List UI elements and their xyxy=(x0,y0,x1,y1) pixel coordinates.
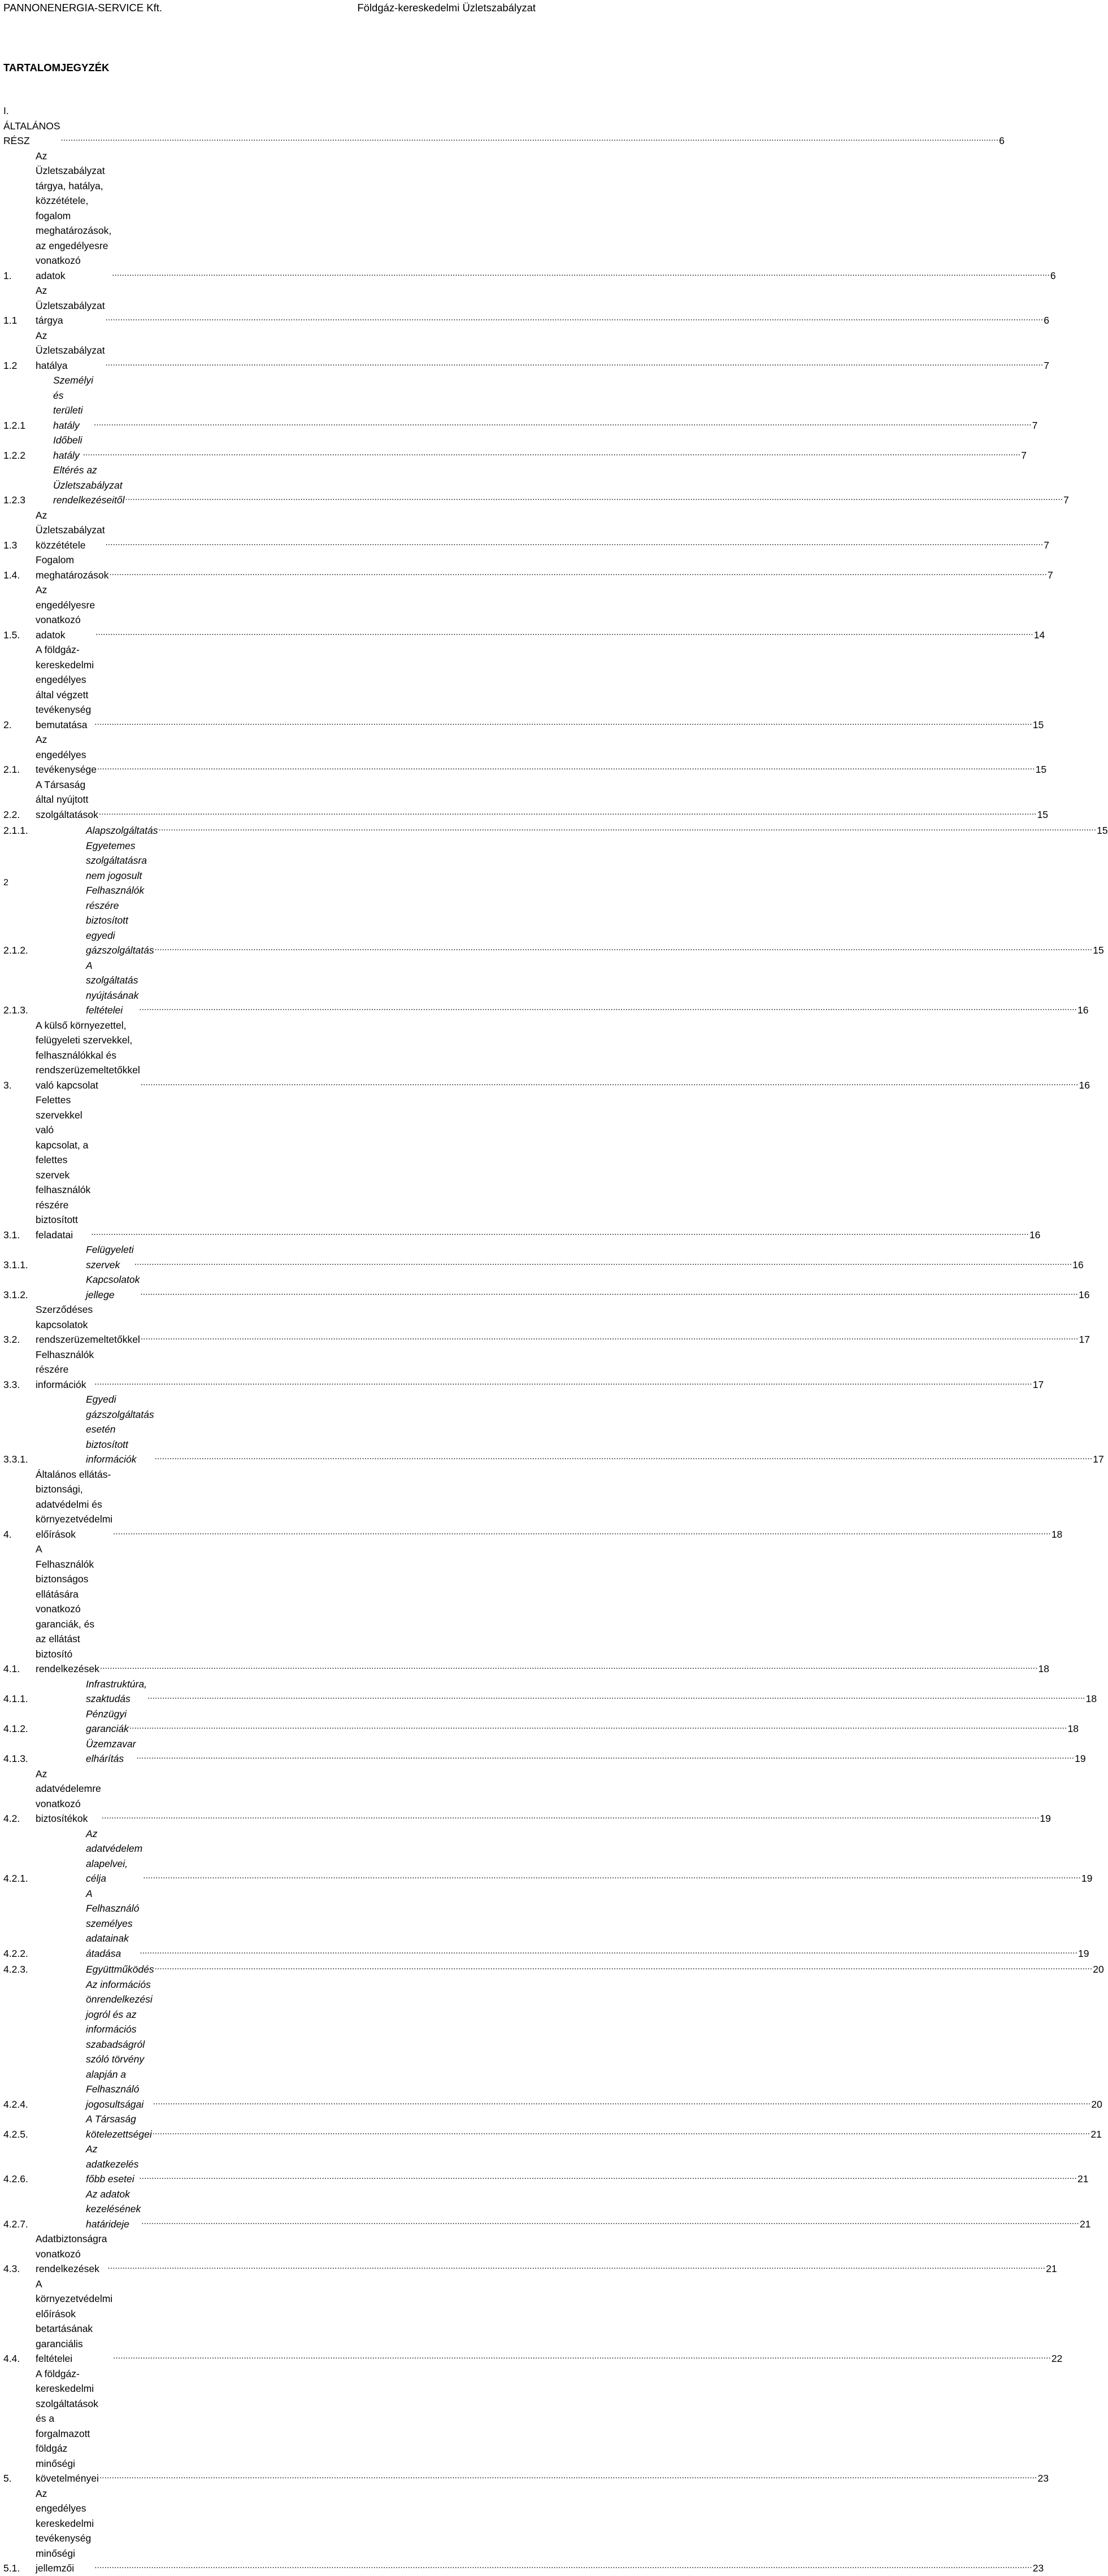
toc-entry-page: 17 xyxy=(1079,1334,1090,1345)
toc-entry-label: Eltérés az Üzletszabályzat rendelkezéseitől xyxy=(53,464,125,506)
toc-entry-number: 2.1.1. xyxy=(3,825,28,836)
toc-entry[interactable] xyxy=(3,2231,1057,2277)
dot-leader xyxy=(61,130,999,146)
toc-entry-page: 7 xyxy=(1063,494,1069,506)
toc-entry-label: Az információs önrendelkezési jogról és az információs szabadságról szóló törvény alapján a Felhasználó jogosultságai xyxy=(86,1978,153,2110)
toc-entry[interactable] xyxy=(3,958,1089,1018)
toc-entry-label: Az Üzletszabályzat közzététele xyxy=(36,509,105,551)
toc-entry-label: A Felhasználó személyes adatainak átadása xyxy=(86,1887,140,1959)
dot-leader xyxy=(102,1808,1040,1824)
toc-entry-label: Felhasználók részére információk xyxy=(36,1348,94,1390)
toc-entry-page: 15 xyxy=(1097,825,1108,836)
dot-leader xyxy=(95,624,1033,641)
toc-entry[interactable] xyxy=(3,1826,1093,1886)
toc-entry-number: 4.1.2. xyxy=(3,1723,28,1734)
toc-entry-page: 16 xyxy=(1029,1229,1041,1241)
dot-leader xyxy=(109,564,1047,581)
toc-entry-label: Együttműködés xyxy=(86,1964,154,1975)
toc-entry-number: 1.2.3 xyxy=(3,494,25,506)
toc-entry-label: Az adatok kezelésének határideje xyxy=(86,2188,141,2230)
dot-leader xyxy=(106,534,1044,551)
toc-entry[interactable] xyxy=(3,373,1038,433)
toc-entry-page: 20 xyxy=(1093,1964,1104,1975)
toc-entry-page: 17 xyxy=(1093,1454,1104,1465)
toc-entry-page: 7 xyxy=(1044,539,1049,551)
toc-entry[interactable] xyxy=(3,838,1104,958)
toc-entry-page: 21 xyxy=(1090,2128,1102,2140)
document-title: Földgáz-kereskedelmi Üzletszabályzat xyxy=(357,2,536,14)
toc-entry-number: 4.2.1. xyxy=(3,1873,28,1884)
toc-entry[interactable] xyxy=(3,283,1049,328)
toc-entry-page: 14 xyxy=(1033,629,1045,641)
toc-entry[interactable] xyxy=(3,508,1049,553)
dot-leader xyxy=(94,1374,1032,1390)
toc-entry[interactable] xyxy=(3,433,1027,463)
toc-entry-page: 7 xyxy=(1021,449,1027,461)
toc-entry-number: 1.2 xyxy=(3,359,18,371)
toc-entry-label: Az engedélyes tevékenysége xyxy=(36,734,97,775)
toc-entry-number: 4.2. xyxy=(3,1813,20,1824)
toc-entry-label: A környezetvédelmi előírások betartásának garanciális feltételei xyxy=(36,2278,113,2364)
dot-leader xyxy=(158,820,1096,836)
toc-entry-page: 6 xyxy=(999,135,1005,146)
toc-entry-page: 6 xyxy=(1050,269,1056,281)
toc-entry-page: 19 xyxy=(1040,1813,1051,1824)
toc-entry-number: 1.2.1 xyxy=(3,419,25,431)
toc-entry-page: 7 xyxy=(1032,419,1038,431)
toc-entry-page: 20 xyxy=(1091,2098,1102,2110)
toc-entry[interactable] xyxy=(3,103,1005,149)
dot-leader xyxy=(113,1524,1051,1540)
toc-entry[interactable] xyxy=(3,2486,1044,2576)
toc-entry-number: 3.1.1. xyxy=(3,1259,28,1270)
toc-entry-number: 5.1. xyxy=(3,2562,20,2574)
toc-entry-label: I. ÁLTALÁNOS RÉSZ xyxy=(3,105,60,146)
dot-leader xyxy=(94,2557,1032,2574)
toc-entry[interactable] xyxy=(3,1886,1089,1961)
toc-entry-label: Infrastruktúra, szaktudás xyxy=(86,1678,147,1704)
toc-entry-number: 4.4. xyxy=(3,2353,20,2364)
dot-leader xyxy=(107,2258,1045,2274)
dot-leader xyxy=(141,1074,1079,1091)
toc-entry[interactable] xyxy=(3,1977,1102,2112)
toc-entry[interactable] xyxy=(3,2112,1102,2142)
toc-entry-number: 3.1. xyxy=(3,1229,20,1241)
toc-entry-label: Kapcsolatok jellege xyxy=(86,1274,140,1300)
dot-leader xyxy=(106,355,1044,371)
toc-entry-label: Szerződéses kapcsolatok rendszerüzemeltetőkkel xyxy=(36,1304,140,1345)
dot-leader xyxy=(106,310,1044,326)
toc-entry-label: Az engedélyes kereskedelmi tevékenység minőségi jellemzői xyxy=(36,2487,94,2574)
toc-entry-label: A Társaság kötelezettségei xyxy=(86,2113,152,2140)
company-name: PANNONENERGIA-SERVICE Kft. xyxy=(3,2,162,14)
toc-entry[interactable] xyxy=(3,2142,1089,2187)
toc-entry-page: 7 xyxy=(1044,359,1049,371)
toc-entry[interactable] xyxy=(3,1961,1104,1977)
toc-entry[interactable] xyxy=(3,1093,1041,1242)
toc-entry-page: 21 xyxy=(1079,2218,1091,2230)
toc-entry-number: 4.2.5. xyxy=(3,2128,28,2140)
toc-entry[interactable] xyxy=(3,1467,1063,1542)
toc-entry-label: A külső környezettel, felügyeleti szervekkel, felhasználókkal és rendszerüzemeltetőkkel való kapcsolat xyxy=(36,1019,140,1091)
toc-entry-number: 3.3.1. xyxy=(3,1454,28,1465)
toc-entry-page: 16 xyxy=(1077,1004,1089,1016)
toc-entry-page: 22 xyxy=(1051,2353,1063,2364)
toc-entry-page: 6 xyxy=(1044,315,1049,326)
toc-entry[interactable] xyxy=(3,1542,1049,1677)
toc-entry-number: 1.4. xyxy=(3,569,20,581)
toc-entry-number: 1.1 xyxy=(3,315,18,326)
toc-entry-number: 4.3. xyxy=(3,2263,20,2274)
toc-entry-label: A Felhasználók biztonságos ellátására vonatkozó garanciák, és az ellátást biztosító rendelkezések xyxy=(36,1543,99,1674)
toc-entry-page: 19 xyxy=(1078,1947,1089,1959)
toc-entry[interactable] xyxy=(3,732,1047,777)
toc-entry-page: 23 xyxy=(1032,2562,1044,2574)
toc-entry[interactable] xyxy=(3,1392,1104,1467)
dot-leader xyxy=(137,1748,1075,1764)
toc-entry-number: 4.1.1. xyxy=(3,1693,28,1704)
toc-entry-page: 21 xyxy=(1077,2173,1089,2185)
toc-entry-label: Az adatkezelés főbb esetei xyxy=(86,2143,139,2185)
toc-entry-label: Az adatvédelem alapelvei, célja xyxy=(86,1827,143,1884)
dot-leader xyxy=(134,1254,1072,1270)
toc-entry-page: 15 xyxy=(1032,719,1044,730)
toc-entry-number: 4.2.7. xyxy=(3,2218,28,2230)
toc-entry[interactable] xyxy=(3,328,1049,373)
toc-entry-page: 16 xyxy=(1079,1289,1090,1300)
toc-entry-page: 18 xyxy=(1051,1528,1063,1540)
toc-entry-page: 17 xyxy=(1032,1378,1044,1390)
toc-entry-page: 15 xyxy=(1035,764,1047,775)
toc-entry-number: 3. xyxy=(3,1079,12,1091)
toc-entry-page: 15 xyxy=(1093,945,1104,956)
toc-entry[interactable] xyxy=(3,822,1108,838)
dot-leader xyxy=(140,1284,1078,1300)
toc-entry-number: 4. xyxy=(3,1528,12,1540)
toc-title: TARTALOMJEGYZÉK xyxy=(3,62,110,73)
toc-entry-label: Üzemzavar elhárítás xyxy=(86,1738,136,1764)
toc-entry-label: Az Üzletszabályzat tárgya, hatálya, közzététele, fogalom meghatározások, az engedélyesre vonatkozó adatok xyxy=(36,150,112,281)
dot-leader xyxy=(155,939,1093,956)
toc-entry-page: 7 xyxy=(1048,569,1053,581)
toc-entry[interactable] xyxy=(3,582,1045,642)
toc-entry-number: 4.2.3. xyxy=(3,1964,28,1975)
dot-leader xyxy=(99,804,1037,820)
dot-leader xyxy=(94,714,1032,730)
toc-entry-label: A földgáz-kereskedelmi engedélyes által végzett tevékenység bemutatása xyxy=(36,644,94,730)
toc-entry-number: 3.2. xyxy=(3,1334,20,1345)
toc-entry-number: 4.1. xyxy=(3,1663,20,1674)
toc-entry[interactable] xyxy=(3,1272,1090,1302)
toc-entry-label: Adatbiztonságra vonatkozó rendelkezések xyxy=(36,2233,107,2274)
toc-entry-number: 3.1.2. xyxy=(3,1289,28,1300)
dot-leader xyxy=(143,1868,1081,1884)
toc-entry-page: 19 xyxy=(1075,1753,1086,1764)
toc-entry-label: Fogalom meghatározások xyxy=(36,554,109,581)
dot-leader xyxy=(94,415,1032,431)
toc-entry-label: A szolgáltatás nyújtásának feltételei xyxy=(86,959,139,1016)
toc-entry-label: Egyetemes szolgáltatásra nem jogosult Felhasználók részére biztosított egyedi gázszolgáltatás xyxy=(86,839,154,956)
toc-entry-number: 2.1. xyxy=(3,764,20,775)
dot-leader xyxy=(141,2213,1079,2230)
toc-entry-number: 4.1.3. xyxy=(3,1753,28,1764)
page-header xyxy=(3,1,536,15)
toc-entry-page: 16 xyxy=(1079,1079,1090,1091)
toc-entry-page: 15 xyxy=(1037,808,1049,820)
toc-entry-label: Az Üzletszabályzat hatálya xyxy=(36,329,105,371)
dot-leader xyxy=(155,1448,1093,1465)
dot-leader xyxy=(140,1943,1077,1959)
toc-entry-label: A Társaság által nyújtott szolgáltatások xyxy=(36,778,98,820)
dot-leader xyxy=(83,445,1021,461)
toc-entry[interactable] xyxy=(3,1737,1086,1766)
toc-entry-label: Pénzügyi garanciák xyxy=(86,1708,129,1734)
toc-entry[interactable] xyxy=(3,777,1049,823)
dot-leader xyxy=(112,265,1050,281)
toc-entry-number: 4.2.4. xyxy=(3,2098,28,2110)
dot-leader xyxy=(97,759,1035,775)
dot-leader xyxy=(147,1688,1085,1704)
toc-entry-label: Felettes szervekkel való kapcsolat, a felettes szervek felhasználók részére biztosított feladatai xyxy=(36,1094,91,1241)
dot-leader xyxy=(113,2348,1051,2364)
toc-entry-label: Az adatvédelemre vonatkozó biztosítékok xyxy=(36,1768,101,1824)
toc-entry-number: 2. xyxy=(3,719,12,730)
toc-entry[interactable] xyxy=(3,642,1044,732)
toc-entry-page: 19 xyxy=(1081,1873,1093,1884)
toc-entry[interactable] xyxy=(3,552,1053,582)
toc-entry-page: 18 xyxy=(1067,1723,1079,1734)
toc-entry[interactable] xyxy=(3,1707,1079,1737)
toc-entry-number: 1.2.2 xyxy=(3,449,25,461)
dot-leader xyxy=(91,1224,1029,1241)
toc-entry-label: Az engedélyesre vonatkozó adatok xyxy=(36,584,95,641)
toc-entry-label: Felügyeleti szervek xyxy=(86,1244,134,1270)
toc-entry-label: Általános ellátás-biztonsági, adatvédelmi és környezetvédelmi előírások xyxy=(36,1468,113,1540)
toc-entry[interactable] xyxy=(3,2366,1049,2486)
toc-entry-page: 21 xyxy=(1046,2263,1057,2274)
dot-leader xyxy=(153,2124,1090,2140)
toc-entry-number: 4.2.6. xyxy=(3,2173,28,2185)
toc-entry-number: 1. xyxy=(3,269,12,281)
toc-entry-number: 4.2.2. xyxy=(3,1947,28,1959)
toc-entry-number: 3.3. xyxy=(3,1378,20,1390)
table-of-contents xyxy=(3,103,1108,2576)
toc-entry[interactable] xyxy=(3,1302,1090,1347)
toc-entry-number: 2.2. xyxy=(3,808,20,820)
toc-entry[interactable] xyxy=(3,2187,1091,2232)
page-number: 2 xyxy=(3,878,8,887)
toc-entry-page: 16 xyxy=(1072,1259,1084,1270)
dot-leader xyxy=(125,489,1063,506)
toc-entry-number: 5. xyxy=(3,2473,12,2484)
toc-entry-label: Személyi és területi hatály xyxy=(53,375,93,431)
toc-entry[interactable] xyxy=(3,1242,1084,1272)
dot-leader xyxy=(141,1329,1079,1345)
toc-entry[interactable] xyxy=(3,1766,1051,1826)
toc-entry-number: 2.1.2. xyxy=(3,945,28,956)
dot-leader xyxy=(155,1959,1093,1975)
toc-entry[interactable] xyxy=(3,1347,1044,1393)
toc-entry-label: Egyedi gázszolgáltatás esetén biztosított információk xyxy=(86,1394,154,1465)
dot-leader xyxy=(99,2468,1037,2484)
dot-leader xyxy=(139,999,1077,1016)
toc-entry-label: Az Üzletszabályzat tárgya xyxy=(36,285,105,326)
toc-entry-label: Alapszolgáltatás xyxy=(86,825,158,836)
toc-entry-number: 2.1.3. xyxy=(3,1004,28,1016)
toc-entry-page: 18 xyxy=(1085,1693,1097,1704)
toc-entry-page: 18 xyxy=(1038,1663,1049,1674)
toc-entry[interactable] xyxy=(3,2277,1063,2366)
toc-entry[interactable] xyxy=(3,149,1056,284)
dot-leader xyxy=(153,2094,1091,2110)
toc-entry[interactable] xyxy=(3,1677,1097,1707)
toc-entry[interactable] xyxy=(3,463,1069,508)
toc-entry[interactable] xyxy=(3,1018,1090,1093)
toc-entry-number: 1.5. xyxy=(3,629,20,641)
dot-leader xyxy=(129,1718,1067,1734)
toc-entry-number: 1.3 xyxy=(3,539,18,551)
toc-entry-label: Időbeli hatály xyxy=(53,434,82,461)
toc-entry-page: 23 xyxy=(1037,2473,1049,2484)
toc-entry-label: A földgáz- kereskedelmi szolgáltatások és a forgalmazott földgáz minőségi követelményei xyxy=(36,2368,99,2484)
dot-leader xyxy=(139,2168,1077,2185)
dot-leader xyxy=(100,1658,1038,1674)
